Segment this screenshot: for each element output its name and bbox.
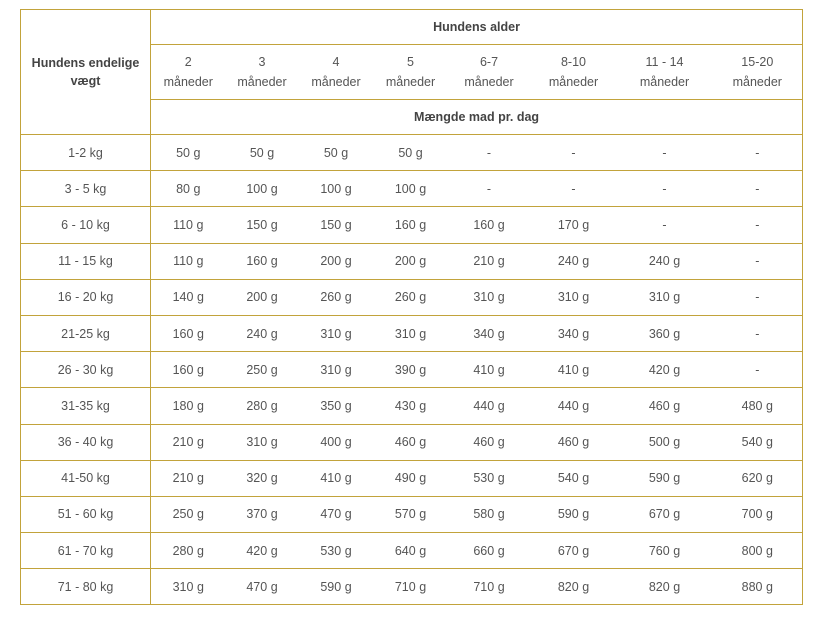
weight-cell: 21-25 kg	[21, 315, 151, 351]
age-column-header	[617, 45, 713, 100]
amount-cell: 110 g	[151, 207, 226, 243]
amount-cell: 390 g	[374, 352, 448, 388]
amount-cell: 100 g	[374, 171, 448, 207]
table-row	[21, 460, 803, 496]
amount-cell: 460 g	[448, 424, 531, 460]
amount-cell: 100 g	[226, 171, 299, 207]
amount-cell: 700 g	[713, 496, 803, 532]
amount-cell: 310 g	[151, 569, 226, 605]
table-row	[21, 135, 803, 171]
amount-cell: 160 g	[226, 243, 299, 279]
amount-cell: 160 g	[448, 207, 531, 243]
amount-cell: 150 g	[226, 207, 299, 243]
age-unit: måneder	[732, 75, 782, 89]
amount-cell: 470 g	[299, 496, 374, 532]
feeding-table	[20, 9, 803, 605]
amount-cell: 370 g	[226, 496, 299, 532]
table-row	[21, 424, 803, 460]
amount-cell: 540 g	[713, 424, 803, 460]
age-header: Hundens alder	[151, 10, 803, 45]
weight-cell: 1-2 kg	[21, 135, 151, 171]
amount-cell: 490 g	[374, 460, 448, 496]
weight-cell: 11 - 15 kg	[21, 243, 151, 279]
amount-cell: 590 g	[617, 460, 713, 496]
amount-cell: 410 g	[299, 460, 374, 496]
amount-cell: 50 g	[151, 135, 226, 171]
amount-cell: 310 g	[226, 424, 299, 460]
weight-cell: 71 - 80 kg	[21, 569, 151, 605]
amount-cell: 570 g	[374, 496, 448, 532]
amount-cell: 210 g	[448, 243, 531, 279]
age-number: 4	[332, 55, 340, 69]
age-unit: måneder	[385, 75, 436, 89]
amount-cell: 410 g	[531, 352, 617, 388]
weight-cell: 3 - 5 kg	[21, 171, 151, 207]
amount-cell: -	[531, 135, 617, 171]
age-unit: måneder	[548, 75, 599, 89]
amount-cell: 340 g	[448, 315, 531, 351]
weight-cell: 61 - 70 kg	[21, 533, 151, 569]
amount-cell: 310 g	[617, 279, 713, 315]
amount-cell: 110 g	[151, 243, 226, 279]
amount-cell: 540 g	[531, 460, 617, 496]
amount-cell: 440 g	[448, 388, 531, 424]
amount-cell: 660 g	[448, 533, 531, 569]
age-unit: måneder	[163, 75, 213, 89]
amount-cell: 460 g	[374, 424, 448, 460]
amount-cell: 200 g	[299, 243, 374, 279]
feeding-table-container	[20, 9, 802, 605]
weight-cell: 6 - 10 kg	[21, 207, 151, 243]
weight-cell: 31-35 kg	[21, 388, 151, 424]
amount-cell: 50 g	[299, 135, 374, 171]
amount-cell: 260 g	[374, 279, 448, 315]
age-column-header	[226, 45, 299, 100]
amount-cell: 50 g	[226, 135, 299, 171]
amount-cell: 310 g	[299, 315, 374, 351]
amount-cell: 820 g	[531, 569, 617, 605]
amount-cell: 710 g	[374, 569, 448, 605]
amount-cell: 160 g	[374, 207, 448, 243]
amount-cell: 310 g	[448, 279, 531, 315]
table-row	[21, 243, 803, 279]
amount-cell: 360 g	[617, 315, 713, 351]
amount-cell: 340 g	[531, 315, 617, 351]
amount-cell: -	[617, 207, 713, 243]
table-row	[21, 352, 803, 388]
amount-cell: 310 g	[374, 315, 448, 351]
amount-cell: 200 g	[226, 279, 299, 315]
age-column-header	[713, 45, 803, 100]
amount-cell: 280 g	[151, 533, 226, 569]
weight-cell: 16 - 20 kg	[21, 279, 151, 315]
amount-cell: 150 g	[299, 207, 374, 243]
amount-cell: 170 g	[531, 207, 617, 243]
amount-cell: -	[448, 135, 531, 171]
amount-cell: -	[713, 135, 803, 171]
amount-cell: -	[617, 135, 713, 171]
amount-cell: 260 g	[299, 279, 374, 315]
weight-header: Hundens endelige vægt	[21, 10, 151, 135]
amount-cell: 760 g	[617, 533, 713, 569]
amount-cell: 100 g	[299, 171, 374, 207]
amount-header: Mængde mad pr. dag	[151, 100, 803, 135]
amount-cell: 240 g	[617, 243, 713, 279]
amount-cell: 80 g	[151, 171, 226, 207]
table-row	[21, 388, 803, 424]
age-unit: måneder	[639, 75, 690, 89]
amount-cell: 880 g	[713, 569, 803, 605]
amount-cell: -	[448, 171, 531, 207]
amount-cell: 350 g	[299, 388, 374, 424]
table-row	[21, 279, 803, 315]
age-number: 3	[258, 55, 266, 69]
amount-cell: 420 g	[617, 352, 713, 388]
age-number: 6-7	[479, 55, 499, 69]
amount-cell: 240 g	[226, 315, 299, 351]
amount-cell: 430 g	[374, 388, 448, 424]
amount-cell: 460 g	[531, 424, 617, 460]
amount-cell: 420 g	[226, 533, 299, 569]
amount-cell: 480 g	[713, 388, 803, 424]
amount-cell: 210 g	[151, 460, 226, 496]
age-column-header	[531, 45, 617, 100]
amount-cell: 200 g	[374, 243, 448, 279]
amount-cell: 530 g	[448, 460, 531, 496]
age-column-header	[448, 45, 531, 100]
table-row	[21, 496, 803, 532]
amount-cell: 580 g	[448, 496, 531, 532]
amount-cell: 160 g	[151, 315, 226, 351]
amount-cell: 250 g	[151, 496, 226, 532]
amount-cell: 590 g	[299, 569, 374, 605]
amount-cell: 440 g	[531, 388, 617, 424]
amount-cell: 210 g	[151, 424, 226, 460]
amount-cell: -	[617, 171, 713, 207]
weight-cell: 41-50 kg	[21, 460, 151, 496]
amount-cell: -	[713, 315, 803, 351]
amount-cell: -	[713, 352, 803, 388]
amount-cell: 460 g	[617, 388, 713, 424]
age-column-header	[374, 45, 448, 100]
amount-cell: 640 g	[374, 533, 448, 569]
age-number: 8-10	[560, 55, 587, 69]
amount-cell: 240 g	[531, 243, 617, 279]
amount-cell: 140 g	[151, 279, 226, 315]
amount-cell: 410 g	[448, 352, 531, 388]
amount-cell: 250 g	[226, 352, 299, 388]
amount-cell: -	[713, 171, 803, 207]
weight-cell: 51 - 60 kg	[21, 496, 151, 532]
age-number: 11 - 14	[645, 55, 684, 69]
table-row	[21, 207, 803, 243]
amount-cell: 160 g	[151, 352, 226, 388]
weight-cell: 26 - 30 kg	[21, 352, 151, 388]
amount-cell: 670 g	[531, 533, 617, 569]
amount-cell: 590 g	[531, 496, 617, 532]
amount-cell: -	[713, 207, 803, 243]
amount-cell: 710 g	[448, 569, 531, 605]
amount-cell: 620 g	[713, 460, 803, 496]
amount-cell: 470 g	[226, 569, 299, 605]
age-unit: måneder	[464, 75, 514, 89]
amount-cell: 320 g	[226, 460, 299, 496]
weight-cell: 36 - 40 kg	[21, 424, 151, 460]
amount-cell: 500 g	[617, 424, 713, 460]
amount-cell: 530 g	[299, 533, 374, 569]
age-number: 15-20	[741, 55, 774, 69]
amount-cell: 310 g	[531, 279, 617, 315]
amount-cell: 820 g	[617, 569, 713, 605]
age-column-header	[151, 45, 226, 100]
amount-cell: 180 g	[151, 388, 226, 424]
amount-cell: 800 g	[713, 533, 803, 569]
amount-cell: -	[713, 243, 803, 279]
amount-cell: 400 g	[299, 424, 374, 460]
amount-cell: -	[531, 171, 617, 207]
amount-cell: 280 g	[226, 388, 299, 424]
age-number: 5	[407, 55, 414, 69]
age-unit: måneder	[237, 75, 287, 89]
amount-cell: -	[713, 279, 803, 315]
age-number: 2	[184, 55, 192, 69]
amount-cell: 310 g	[299, 352, 374, 388]
table-row	[21, 315, 803, 351]
amount-cell: 670 g	[617, 496, 713, 532]
age-column-header	[299, 45, 374, 100]
table-row	[21, 171, 803, 207]
amount-cell: 50 g	[374, 135, 448, 171]
age-unit: måneder	[311, 75, 361, 89]
table-row	[21, 569, 803, 605]
table-row	[21, 533, 803, 569]
